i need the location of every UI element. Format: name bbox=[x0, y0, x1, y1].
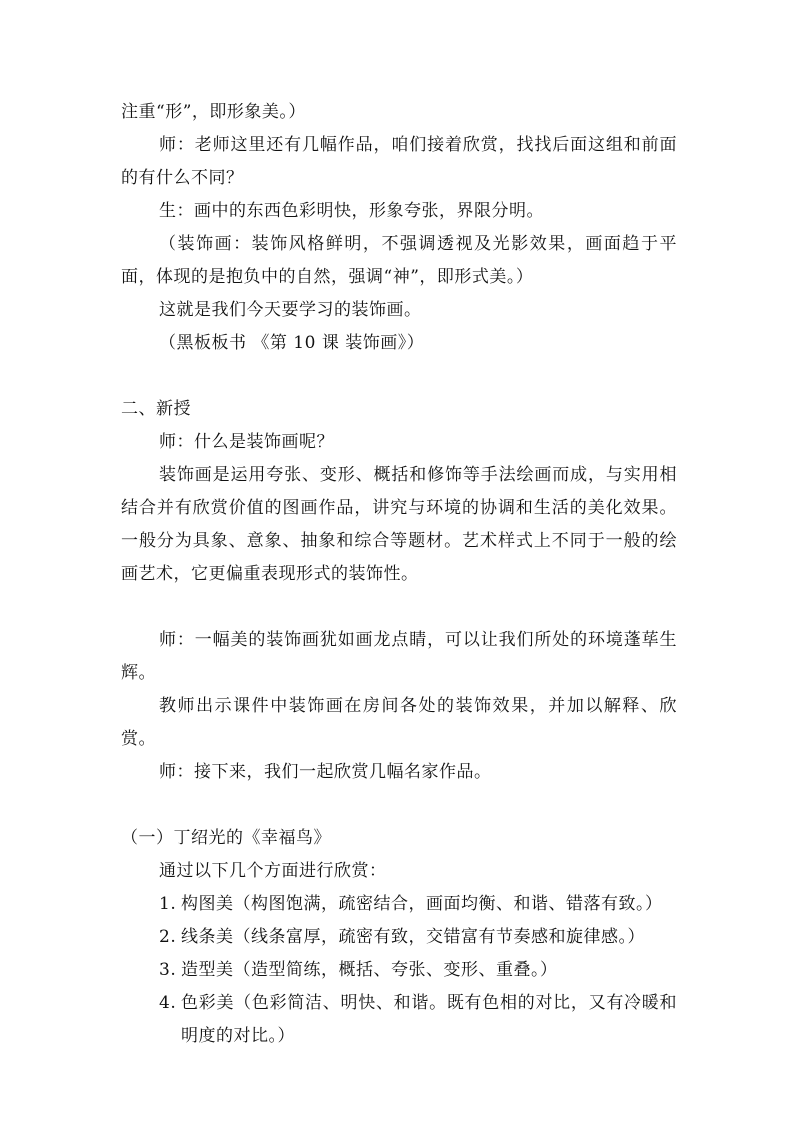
list-text: 构图美（构图饱满，疏密结合，画面均衡、和谐、错落有致。） bbox=[181, 894, 663, 914]
list-number: 3. bbox=[159, 960, 177, 980]
paragraph-courseware-demo: 教师出示课件中装饰画在房间各处的装饰效果，并加以解释、欣赏。 bbox=[121, 696, 677, 749]
list-item bbox=[121, 888, 677, 921]
paragraph-today-topic: 这就是我们今天要学习的装饰画。 bbox=[159, 300, 422, 320]
blank-line bbox=[121, 360, 677, 393]
list-item bbox=[121, 987, 677, 1053]
list-number: 4. bbox=[159, 993, 177, 1013]
appreciation-list bbox=[121, 888, 677, 1053]
list-number: 1. bbox=[159, 894, 177, 914]
list-item bbox=[121, 954, 677, 987]
list-text: 色彩美（色彩简洁、明快、和谐。既有色相的对比，又有冷暖和明度的对比。） bbox=[181, 993, 677, 1046]
paragraph-finishing-touch: 师：一幅美的装饰画犹如画龙点睛，可以让我们所处的环境蓬荜生辉。 bbox=[121, 630, 677, 683]
paragraph-decorative-explanation: 装饰画是运用夸张、变形、概括和修饰等手法绘画而成，与实用相结合并有欣赏价值的图画作品，讲究与环境的协调和生活的美化效果。一般分为具象、意象、抽象和综合等题材。艺术样式上不同于一般的绘画艺术，它更偏重表现形式的装饰性。 bbox=[121, 465, 677, 584]
section-heading-new-lesson: 二、新授 bbox=[121, 399, 191, 419]
list-text: 线条美（线条富厚，疏密有致，交错富有节奏感和旋律感。） bbox=[181, 927, 645, 947]
list-text: 造型美（造型简练，概括、夸张、变形、重叠。） bbox=[181, 960, 558, 980]
paragraph-blackboard-note: （黑板板书 《第 10 课 装饰画》） bbox=[159, 333, 425, 353]
list-item bbox=[121, 921, 677, 954]
paragraph-what-is-decorative: 师：什么是装饰画呢？ bbox=[159, 432, 334, 452]
paragraph-form-beauty: 注重“形”，即形象美。） bbox=[121, 102, 306, 122]
subsection-heading-happy-bird: （一）丁绍光的《幸福鸟》 bbox=[121, 828, 331, 848]
paragraph-decorative-definition-note: （装饰画：装饰风格鲜明，不强调透视及光影效果，画面趋于平面，体现的是抱负中的自然，强调“神”，即形式美。） bbox=[121, 234, 677, 287]
paragraph-appreciation-intro: 通过以下几个方面进行欣赏： bbox=[159, 861, 387, 881]
list-number: 2. bbox=[159, 927, 177, 947]
blank-line bbox=[121, 789, 677, 822]
blank-line bbox=[121, 591, 677, 624]
paragraph-next-appreciation: 师：接下来，我们一起欣赏几幅名家作品。 bbox=[159, 762, 492, 782]
document-body bbox=[121, 96, 677, 1053]
paragraph-student-answer: 生：画中的东西色彩明快，形象夸张，界限分明。 bbox=[159, 201, 544, 221]
paragraph-teacher-question: 师：老师这里还有几幅作品，咱们接着欣赏，找找后面这组和前面的有什么不同？ bbox=[121, 135, 677, 188]
